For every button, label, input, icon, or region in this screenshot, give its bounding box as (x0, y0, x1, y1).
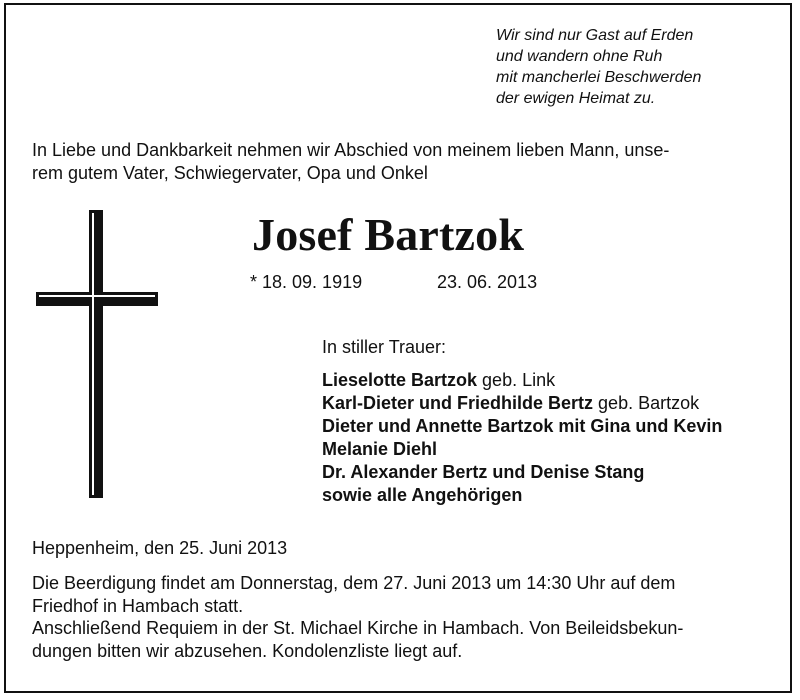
notice-line: Die Beerdigung findet am Donnerstag, dem 27. Juni 2013 um 14:30 Uhr auf dem (32, 573, 676, 593)
mourner-name: Melanie Diehl (322, 439, 438, 459)
mourner-line (322, 369, 722, 392)
poem-line: mit mancherlei Beschwerden (496, 69, 702, 86)
mourners-block (322, 336, 722, 507)
mourner-line (322, 438, 722, 461)
funeral-notice (32, 572, 683, 662)
mourner-note: geb. Link (477, 370, 556, 390)
latin-cross-icon (36, 210, 158, 498)
poem-verse (496, 25, 701, 109)
poem-line: und wandern ohne Ruh (496, 48, 663, 65)
mourning-label: In stiller Trauer: (322, 337, 447, 357)
mourner-name: Lieselotte Bartzok (322, 370, 478, 390)
death-date: 23. 06. 2013 (437, 272, 538, 292)
notice-line: Friedhof in Hambach statt. (32, 595, 244, 616)
mourner-line (322, 415, 722, 438)
poem-line: Wir sind nur Gast auf Erden (496, 27, 694, 44)
mourner-line (322, 461, 722, 484)
mourner-line (322, 392, 722, 415)
intro-line: In Liebe und Dankbarkeit nehmen wir Abschied von meinem lieben Mann, unse- (32, 140, 670, 160)
mourner-note: geb. Bartzok (593, 393, 700, 413)
notice-line: Anschließend Requiem in der St. Michael Kirche in Hambach. Von Beileidsbekun- (32, 618, 684, 638)
mourner-name: Karl-Dieter und Friedhilde Bertz (322, 393, 594, 413)
birth-date: * 18. 09. 1919 (250, 272, 363, 292)
mourner-name: Dieter und Annette Bartzok mit Gina und Kevin (322, 416, 723, 436)
intro-text (32, 139, 669, 185)
mourner-name: Dr. Alexander Bertz und Denise Stang (322, 462, 645, 482)
poem-line: der ewigen Heimat zu. (496, 90, 656, 107)
place-date: Heppenheim, den 25. Juni 2013 (32, 538, 288, 558)
mourner-line (322, 484, 722, 507)
deceased-name: Josef Bartzok (252, 209, 525, 260)
notice-line: dungen bitten wir abzusehen. Kondolenzliste liegt auf. (32, 640, 463, 661)
intro-line: rem gutem Vater, Schwiegervater, Opa und Onkel (32, 163, 428, 183)
mourner-name: sowie alle Angehörigen (322, 485, 523, 505)
